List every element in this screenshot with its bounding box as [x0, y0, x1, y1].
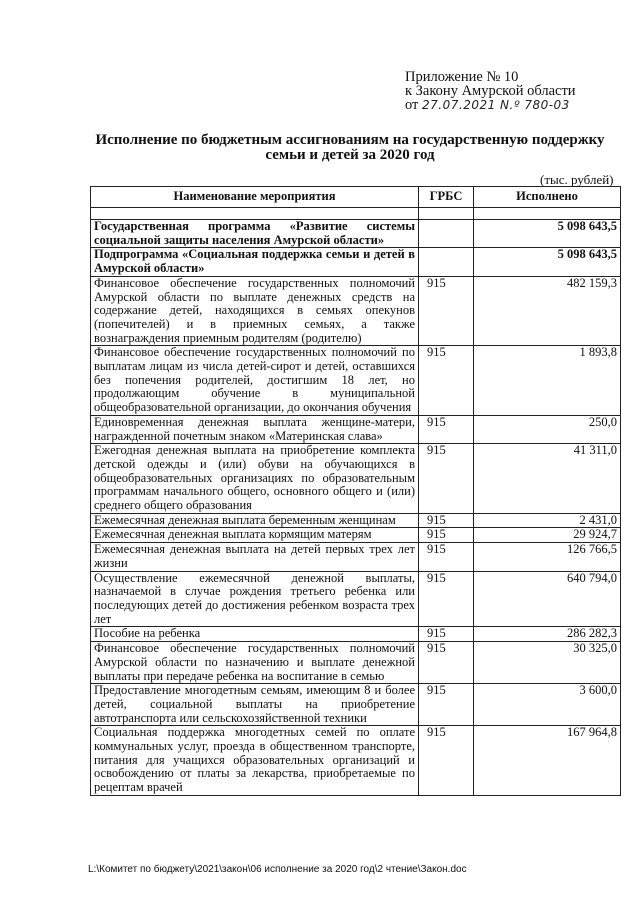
- handwritten-date-number: 27.07.2021 N.º 780-03: [422, 98, 570, 112]
- cell-name: Финансовое обеспечение государственных полномочий Амурской области по назначению и выплате денежной выплаты при передаче ребенка на воспитание в семью: [91, 642, 419, 684]
- cell-grbs: 915: [419, 642, 474, 684]
- cell-amount: 640 794,0: [474, 571, 621, 627]
- title-line-1: Исполнение по бюджетным ассигнованиям на государственную поддержку: [95, 132, 605, 148]
- cell-grbs: 915: [419, 684, 474, 726]
- table-row: [91, 444, 621, 514]
- budget-table: [90, 186, 621, 796]
- cell-grbs: 915: [419, 415, 474, 443]
- table-row: [91, 571, 621, 627]
- appendix-law: к Закону Амурской области: [405, 83, 576, 99]
- cell-name: Финансовое обеспечение государственных полномочий по выплатам лицам из числа детей-сирот и детей, оставшихся без попечения родителей, достигшим 18 лет, но продолжающим обучение в муниципальной общеобразовательной организации, до окончания обучения: [91, 346, 419, 416]
- cell-name: Социальная поддержка многодетных семей по оплате коммунальных услуг, проезда в общественном транспорте, питания для учащихся образовательных организаций и освобождению от платы за лекарства, приобретаемые по рецептам врачей: [91, 726, 419, 796]
- cell-name: Ежемесячная денежная выплата на детей первых трех лет жизни: [91, 543, 419, 571]
- cell-amount: 3 600,0: [474, 684, 621, 726]
- table-row: [91, 220, 621, 248]
- appendix-date-line: [405, 98, 630, 112]
- table-row: [91, 415, 621, 443]
- cell-grbs: 915: [419, 543, 474, 571]
- table-row: [91, 726, 621, 796]
- cell-grbs: 915: [419, 346, 474, 416]
- table-header-row: [91, 187, 621, 208]
- cell-amount: 5 098 643,5: [474, 248, 621, 276]
- cell-name: Подпрограмма «Социальная поддержка семьи и детей в Амурской области»: [91, 248, 419, 276]
- cell-grbs: [419, 248, 474, 276]
- appendix-block: [405, 70, 630, 112]
- cell-amount: 126 766,5: [474, 543, 621, 571]
- cell-name: Финансовое обеспечение государственных полномочий Амурской области по выплате денежных средств на содержание детей, находящихся в семьях опекунов (попечителей) и в приемных семьях, а также вознаграждения приемным родителям (родителю): [91, 276, 419, 346]
- cell-grbs: 915: [419, 571, 474, 627]
- table-row: [91, 346, 621, 416]
- cell-name: Ежемесячная денежная выплата кормящим матерям: [91, 528, 419, 543]
- header-name: Наименование мероприятия: [91, 187, 419, 208]
- cell-name: Ежемесячная денежная выплата беременным женщинам: [91, 513, 419, 528]
- document-title: [80, 133, 620, 163]
- appendix-date-prefix: от: [405, 97, 419, 113]
- cell-grbs: 915: [419, 444, 474, 514]
- file-path-footer: L:\Комитет по бюджету\2021\закон\06 исполнение за 2020 год\2 чтение\Закон.doc: [88, 864, 467, 875]
- table-row: [91, 528, 621, 543]
- cell-amount: 286 282,3: [474, 627, 621, 642]
- cell-name: Предоставление многодетным семьям, имеющим 8 и более детей, социальной выплаты на приобретение автотранспорта или сельскохозяйственной техники: [91, 684, 419, 726]
- cell-grbs: 915: [419, 627, 474, 642]
- cell-amount: 167 964,8: [474, 726, 621, 796]
- cell-grbs: 915: [419, 276, 474, 346]
- cell-name: Ежегодная денежная выплата на приобретение комплекта детской одежды и (или) обуви на обучающихся в общеобразовательных организациях по образовательным программам начального общего, основного общего и (или) среднего общего образования: [91, 444, 419, 514]
- cell-amount: 1 893,8: [474, 346, 621, 416]
- cell-name: Единовременная денежная выплата женщине-матери, награжденной почетным знаком «Материнская слава»: [91, 415, 419, 443]
- cell-amount: 2 431,0: [474, 513, 621, 528]
- cell-grbs: 915: [419, 528, 474, 543]
- cell-grbs: 915: [419, 513, 474, 528]
- cell-amount: 29 924,7: [474, 528, 621, 543]
- table-row: [91, 684, 621, 726]
- cell-amount: 41 311,0: [474, 444, 621, 514]
- cell-amount: 250,0: [474, 415, 621, 443]
- cell-name: Пособие на ребенка: [91, 627, 419, 642]
- table-body: [91, 208, 621, 796]
- appendix-number: Приложение № 10: [405, 69, 519, 85]
- title-line-2: семьи и детей за 2020 год: [265, 147, 435, 163]
- spacer-row: [91, 208, 621, 220]
- cell-amount: 482 159,3: [474, 276, 621, 346]
- table-row: [91, 543, 621, 571]
- cell-grbs: 915: [419, 726, 474, 796]
- header-amount: Исполнено: [474, 187, 621, 208]
- table-row: [91, 627, 621, 642]
- table-row: [91, 248, 621, 276]
- cell-amount: 30 325,0: [474, 642, 621, 684]
- cell-name: Осуществление ежемесячной денежной выплаты, назначаемой в случае рождения третьего ребенка или последующих детей до достижения ребенком возраста трех лет: [91, 571, 419, 627]
- table-row: [91, 642, 621, 684]
- header-grbs: ГРБС: [419, 187, 474, 208]
- cell-amount: 5 098 643,5: [474, 220, 621, 248]
- units-label: (тыс. рублей): [540, 172, 614, 187]
- cell-name: Государственная программа «Развитие системы социальной защиты населения Амурской области»: [91, 220, 419, 248]
- cell-grbs: [419, 220, 474, 248]
- table-row: [91, 276, 621, 346]
- table-row: [91, 513, 621, 528]
